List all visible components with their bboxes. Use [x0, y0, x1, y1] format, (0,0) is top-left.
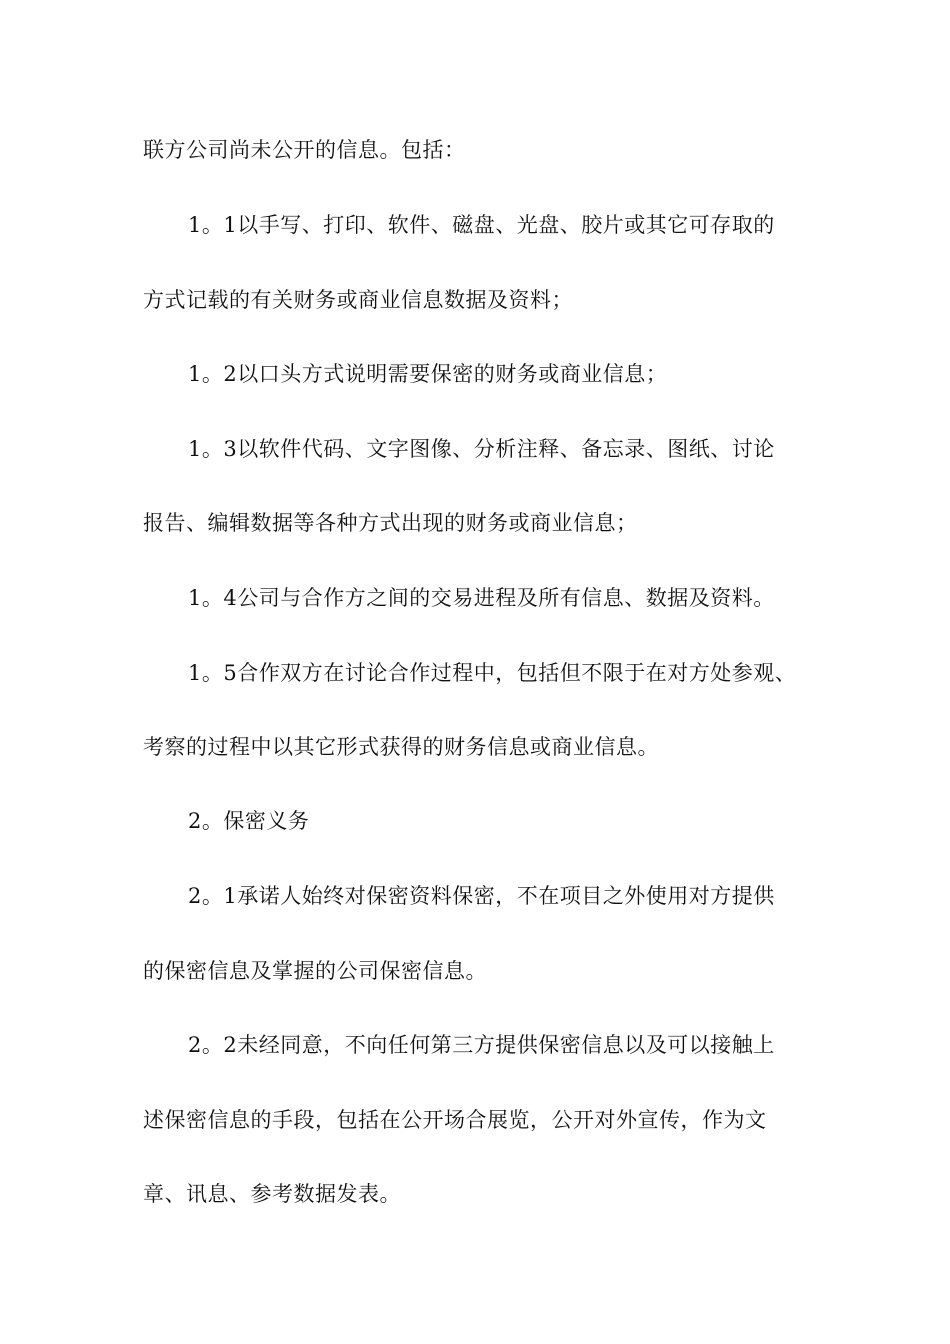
section-heading: 2。保密义务	[188, 809, 310, 833]
text-line: 联方公司尚未公开的信息。包括：	[143, 138, 466, 162]
text-line: 述保密信息的手段，包括在公开场合展览，公开对外宣传，作为文	[143, 1108, 767, 1132]
text-line: 2。2未经同意，不向任何第三方提供保密信息以及可以接触上	[188, 1033, 775, 1057]
text-line: 的保密信息及掌握的公司保密信息。	[143, 959, 487, 983]
text-line: 章、讯息、参考数据发表。	[143, 1182, 401, 1206]
text-line: 1。1以手写、打印、软件、磁盘、光盘、胶片或其它可存取的	[188, 213, 775, 237]
text-line: 1。2以口头方式说明需要保密的财务或商业信息；	[188, 362, 668, 386]
text-line: 2。1承诺人始终对保密资料保密，不在项目之外使用对方提供	[188, 884, 775, 908]
text-line: 方式记载的有关财务或商业信息数据及资料；	[143, 288, 573, 312]
text-line: 考察的过程中以其它形式获得的财务信息或商业信息。	[143, 735, 659, 759]
text-line: 1。4公司与合作方之间的交易进程及所有信息、数据及资料。	[188, 586, 775, 610]
text-line: 报告、编辑数据等各种方式出现的财务或商业信息；	[143, 511, 638, 535]
text-line: 1。3以软件代码、文字图像、分析注释、备忘录、图纸、讨论	[188, 437, 775, 461]
text-line: 1。5合作双方在讨论合作过程中，包括但不限于在对方处参观、	[188, 661, 797, 685]
